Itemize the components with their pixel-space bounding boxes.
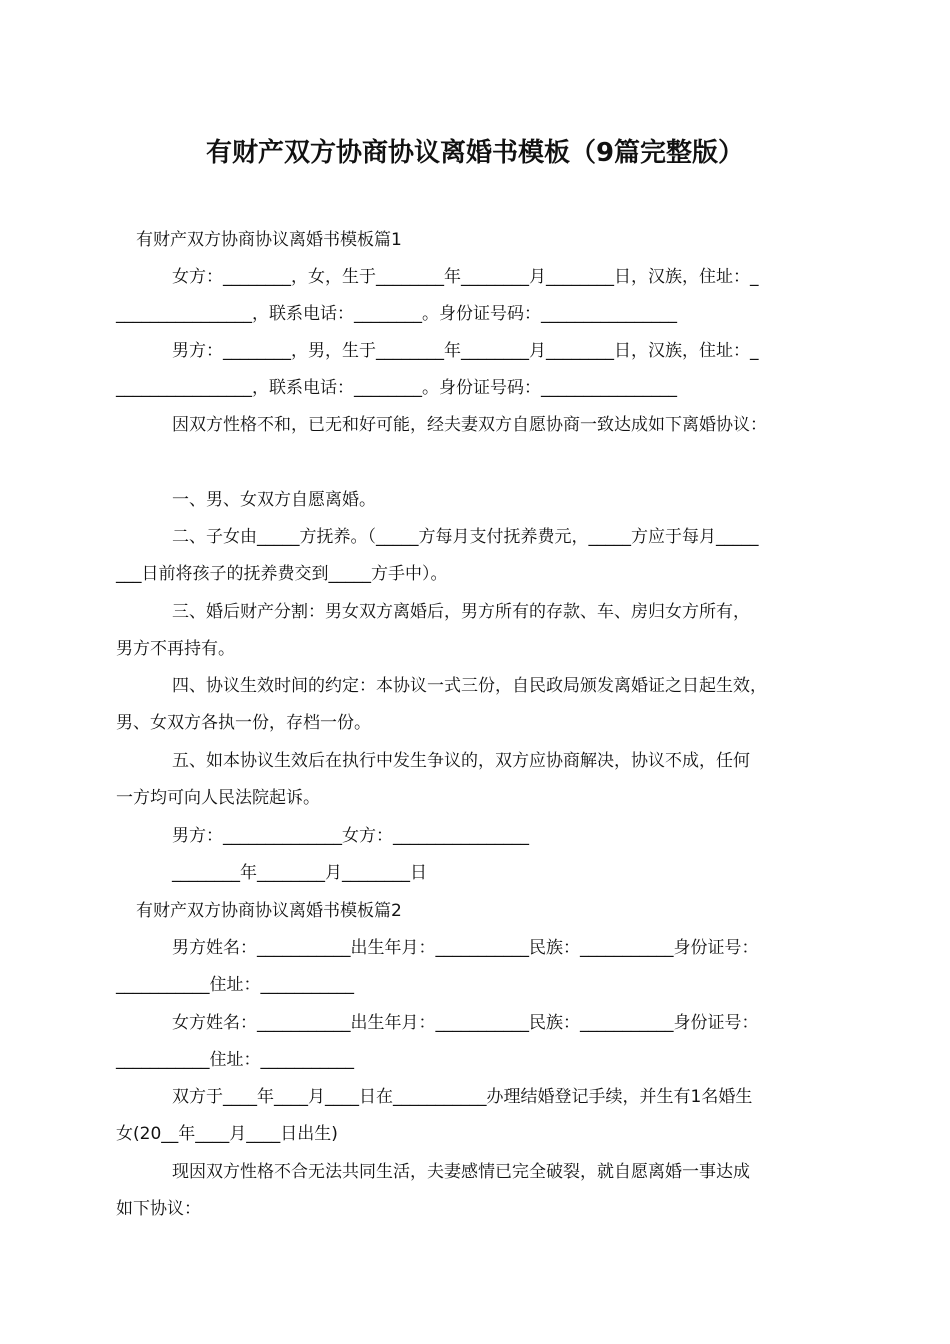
paragraph-line: 因双方性格不和，已无和好可能，经夫妻双方自愿协商一致达成如下离婚协议： <box>172 415 767 435</box>
paragraph-line: 四、协议生效时间的约定：本协议一式三份，自民政局颁发离婚证之日起生效， <box>172 676 767 696</box>
paragraph-line: 男方姓名：___________出生年月：___________民族：___________身份证号： <box>172 938 759 958</box>
paragraph-line: ________________，联系电话：________。身份证号码：________________ <box>116 304 677 324</box>
paragraph-line: 男方不再持有。 <box>116 639 235 659</box>
paragraph-line: 二、子女由_____方抚养。（_____方每月支付抚养费元，_____方应于每月_____ <box>172 527 759 547</box>
section-heading: 有财产双方协商协议离婚书模板篇2 <box>136 901 402 921</box>
document-title: 有财产双方协商协议离婚书模板（9篇完整版） <box>205 138 745 168</box>
paragraph-line: 现因双方性格不合无法共同生活，夫妻感情已完全破裂，就自愿离婚一事达成 <box>172 1162 750 1182</box>
paragraph-line: 男方：________，男，生于________年________月________日，汉族，住址：_ <box>172 341 759 361</box>
paragraph-line: 女方姓名：___________出生年月：___________民族：___________身份证号： <box>172 1013 759 1033</box>
paragraph-line: 女(20__年____月____日出生) <box>116 1124 338 1144</box>
paragraph-line: 如下协议： <box>116 1199 201 1219</box>
paragraph-line: 五、如本协议生效后在执行中发生争议的，双方应协商解决，协议不成，任何 <box>172 751 750 771</box>
paragraph-line: 三、婚后财产分割：男女双方离婚后，男方所有的存款、车、房归女方所有， <box>172 602 750 622</box>
paragraph-line: ___________住址：___________ <box>116 1050 354 1070</box>
paragraph-line: 女方：________，女，生于________年________月________日，汉族，住址：_ <box>172 267 759 287</box>
paragraph-line: 一方均可向人民法院起诉。 <box>116 788 320 808</box>
paragraph-line: 一、男、女双方自愿离婚。 <box>172 490 376 510</box>
signature-line: 男方：______________女方：________________ <box>172 826 529 846</box>
paragraph-line: ___日前将孩子的抚养费交到_____方手中）。 <box>116 564 448 584</box>
paragraph-line: ___________住址：___________ <box>116 975 354 995</box>
paragraph-line: ________________，联系电话：________。身份证号码：________________ <box>116 378 677 398</box>
paragraph-line: 双方于____年____月____日在___________办理结婚登记手续，并生有1名婚生 <box>172 1087 753 1107</box>
section-heading: 有财产双方协商协议离婚书模板篇1 <box>136 230 402 250</box>
paragraph-line: 男、女双方各执一份，存档一份。 <box>116 713 371 733</box>
date-line: ________年________月________日 <box>172 863 427 883</box>
